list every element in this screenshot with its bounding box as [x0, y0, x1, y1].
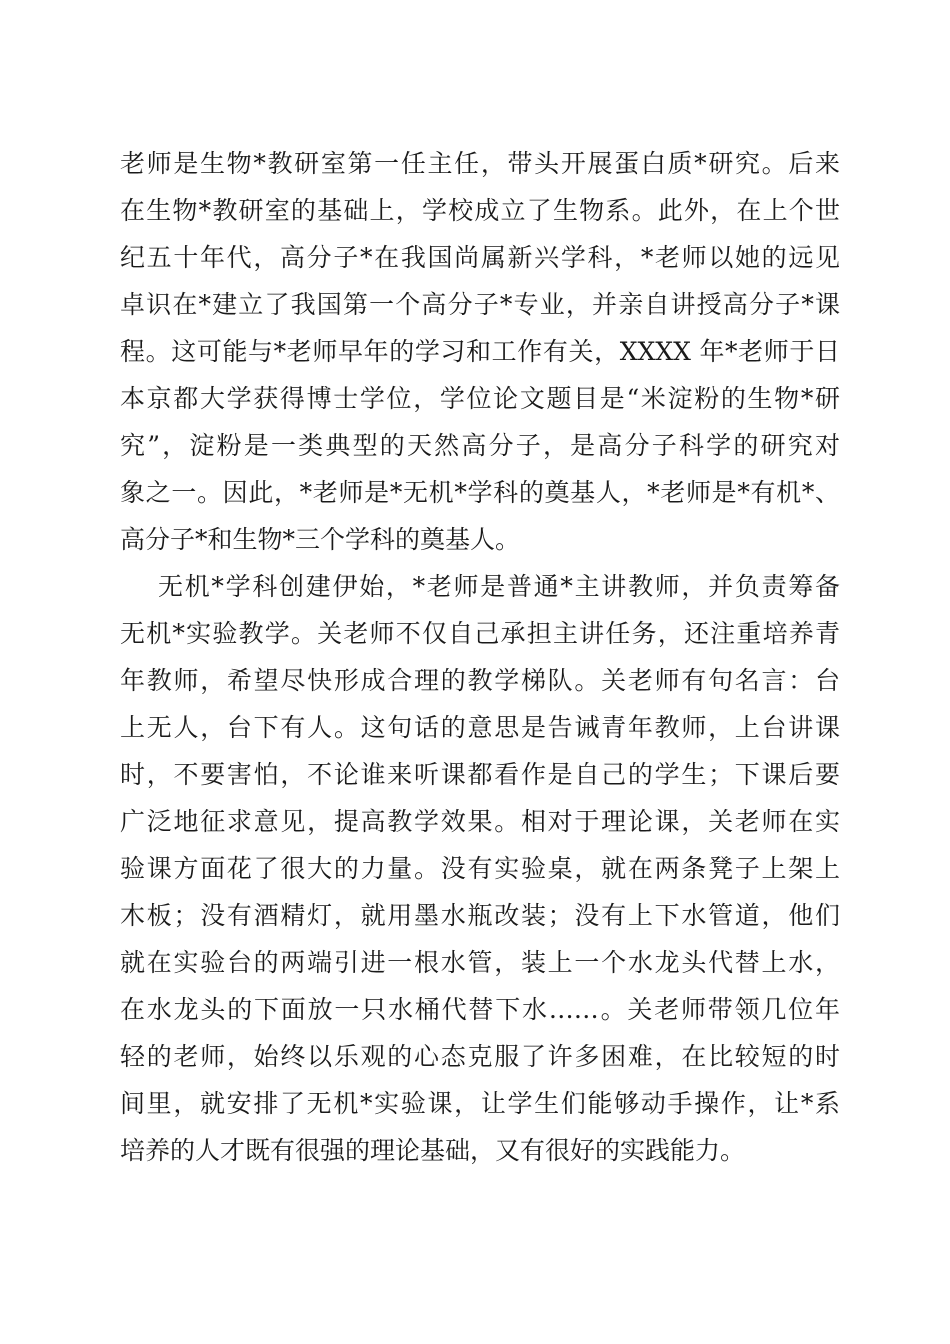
paragraph-2-line: 无机*实验教学。关老师不仅自己承担主讲任务，还注重培养青 — [120, 619, 840, 648]
paragraph-2-line: 木板；没有酒精灯，就用墨水瓶改装；没有上下水管道，他们 — [120, 901, 840, 930]
paragraph-1-line: 本京都大学获得博士学位，学位论文题目是“米淀粉的生物*研 — [120, 384, 840, 413]
document-body — [120, 140, 840, 1174]
paragraph-2-line: 在水龙头的下面放一只水桶代替下水……。关老师带领几位年 — [120, 995, 840, 1024]
paragraph-1-line: 象之一。因此，*老师是*无机*学科的奠基人，*老师是*有机*、 — [120, 478, 840, 507]
paragraph-2-line: 时，不要害怕，不论谁来听课都看作是自己的学生；下课后要 — [120, 760, 840, 789]
paragraph-2-line: 广泛地征求意见，提高教学效果。相对于理论课，关老师在实 — [120, 807, 840, 836]
paragraph-2-line: 轻的老师，始终以乐观的心态克服了许多困难，在比较短的时 — [120, 1042, 840, 1071]
paragraph-1 — [120, 140, 840, 563]
paragraph-2-line: 就在实验台的两端引进一根水管，装上一个水龙头代替上水， — [120, 948, 840, 977]
paragraph-1-line: 老师是生物*教研室第一任主任，带头开展蛋白质*研究。后来 — [120, 149, 840, 178]
paragraph-2-line: 上无人，台下有人。这句话的意思是告诫青年教师，上台讲课 — [120, 713, 840, 742]
paragraph-1-line: 卓识在*建立了我国第一个高分子*专业，并亲自讲授高分子*课 — [120, 290, 840, 319]
paragraph-2-line: 培养的人才既有很强的理论基础，又有很好的实践能力。 — [120, 1136, 746, 1165]
paragraph-2-line: 验课方面花了很大的力量。没有实验桌，就在两条凳子上架上 — [120, 854, 840, 883]
paragraph-2-line: 间里，就安排了无机*实验课，让学生们能够动手操作，让*系 — [120, 1089, 840, 1118]
paragraph-1-line: 高分子*和生物*三个学科的奠基人。 — [120, 525, 521, 554]
paragraph-2 — [120, 563, 840, 1174]
paragraph-1-line: 在生物*教研室的基础上，学校成立了生物系。此外，在上个世 — [120, 196, 840, 225]
paragraph-1-line: 纪五十年代，高分子*在我国尚属新兴学科，*老师以她的远见 — [120, 243, 840, 272]
paragraph-2-line: 年教师，希望尽快形成合理的教学梯队。关老师有句名言：台 — [120, 666, 840, 695]
paragraph-1-line: 程。这可能与*老师早年的学习和工作有关，XXXX 年*老师于日 — [120, 337, 840, 366]
paragraph-2-line: 无机*学科创建伊始，*老师是普通*主讲教师，并负责筹备 — [158, 572, 840, 601]
paragraph-1-line: 究”，淀粉是一类典型的天然高分子，是高分子科学的研究对 — [120, 431, 840, 460]
